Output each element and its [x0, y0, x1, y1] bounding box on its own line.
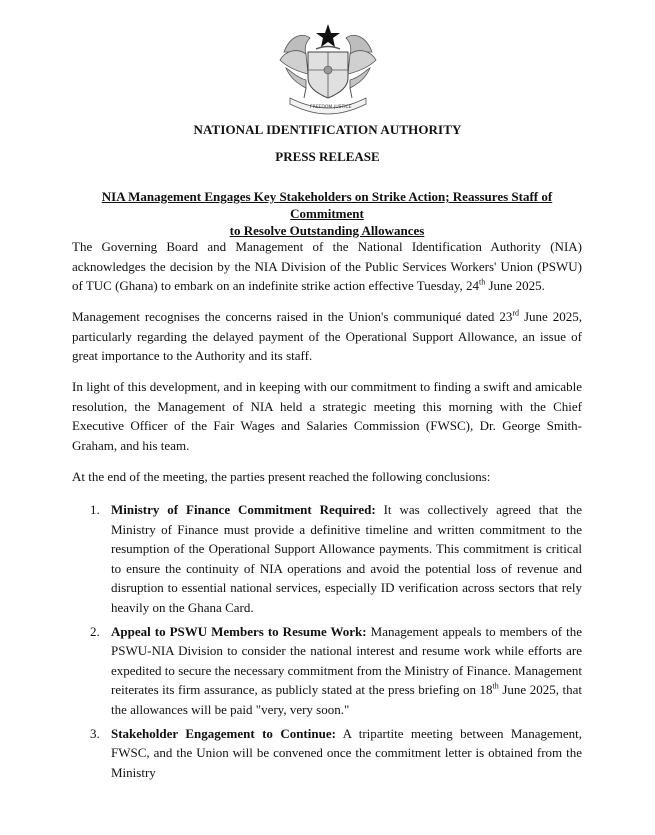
- paragraph-strategic-meeting: In light of this development, and in keeping with our commitment to finding a swift and amicable resolution, the Management of NIA held a strategic meeting this morning with the Chief Executive Officer of the Fair Wages and Salaries Commission (FWSC), Dr. George Smith-Graham, and his team.: [72, 379, 582, 453]
- list-item: 3. Stakeholder Engagement to Continue: A tripartite meeting between Management, FWSC, and the Union will be convened once the commitment letter is obtained from the Ministry: [90, 725, 582, 780]
- list-item: 2. Appeal to PSWU Members to Resume Work: Management appeals to members of the PSWU-NIA Division to consider the national interest and resume work while efforts are expedited to secure the necessary commitment from the Ministry of Finance. Management reiterates its firm assurance, as publicly stated at the press briefing on 18th June 2025, that the allowances will be paid "very, very soon.": [90, 623, 582, 717]
- paragraph-union-concerns: Management recognises the concerns raised in the Union's communiqué dated 23rd June 2025, particularly regarding the delayed payment of the Operational Support Allowance, an issue of great importance to the Authority and its staff.: [72, 308, 582, 364]
- conclusions-list: [90, 500, 582, 786]
- organization-name: NATIONAL IDENTIFICATION AUTHORITY: [193, 122, 462, 137]
- emblem-motto-right: JUSTICE: [334, 105, 352, 110]
- list-item-lead: Stakeholder Engagement to Continue:: [111, 725, 336, 741]
- headline-line-1: NIA Management Engages Key Stakeholders on Strike Action; Reassures Staff of Commitment: [101, 189, 553, 221]
- list-item-lead: Ministry of Finance Commitment Required:: [111, 502, 376, 517]
- list-item: 1. Ministry of Finance Commitment Required: It was collectively agreed that the Ministry of Finance must provide a definitive timeline and written commitment to the resumption of the Operational Support Allowance payments. This commitment is critical to ensure the continuity of NIA operations and avoid the potential loss of revenue and disruption to essential national services, especially ID verification across sectors that rely heavily on the Ghana Card.: [90, 502, 583, 615]
- press-release-headline: [72, 188, 582, 239]
- list-item-number: 3.: [90, 725, 100, 741]
- paragraph-strike-acknowledgement: The Governing Board and Management of the National Identification Authority (NIA) acknowledges the decision by the NIA Division of the Public Services Workers' Union (PSWU) of TUC (Ghana) to embark on an indefinite strike action effective Tuesday, 24th June 2025.: [72, 239, 582, 294]
- list-item-lead: Appeal to PSWU Members to Resume Work:: [111, 623, 367, 639]
- document-type: PRESS RELEASE: [275, 149, 380, 164]
- headline-line-2: to Resolve Outstanding Allowances: [229, 223, 425, 238]
- paragraph-conclusions-intro: At the end of the meeting, the parties present reached the following conclusions:: [72, 469, 491, 484]
- list-item-number: 2.: [90, 623, 100, 639]
- ghana-coat-of-arms-icon: [276, 22, 380, 116]
- emblem-motto-left: FREEDOM: [310, 105, 333, 110]
- list-item-number: 1.: [90, 502, 100, 517]
